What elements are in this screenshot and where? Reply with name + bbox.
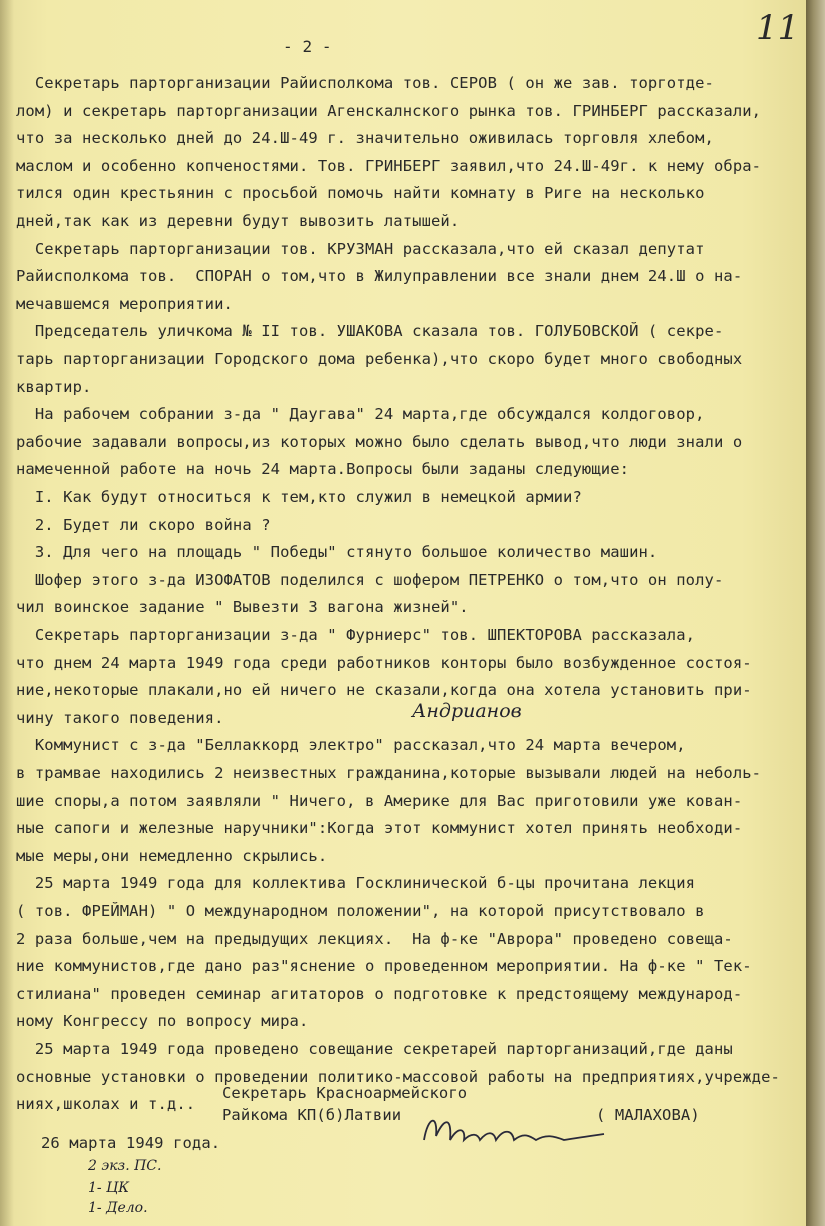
document-line: I. Как будут относиться к тем,кто служил в немецкой армии? xyxy=(16,488,582,506)
document-line: мые меры,они немедленно скрылись. xyxy=(16,846,328,865)
document-line: 2. Будет ли скоро война ? xyxy=(16,515,271,534)
document-line: в трамвае находились 2 неизвестных гражданина,которые вызывали людей на неболь- xyxy=(16,764,762,782)
document-line: 25 марта 1949 года для коллектива Госклинической б-цы прочитана лекция xyxy=(16,874,696,893)
document-line: Райисполкома тов. СПОРАН о том,что в Жилуправлении все знали днем 24.Ш о на- xyxy=(16,267,743,286)
signature-title-line2: Райкома КП(б)Латвии xyxy=(222,1106,402,1124)
document-line: Секретарь парторганизации Райисполкома тов. СЕРОВ ( он же зав. торготде- xyxy=(16,74,714,92)
document-line: ному Конгрессу по вопросу мира. xyxy=(16,1012,309,1031)
document-line: стилиана" проведен семинар агитаторов о подготовке к предстоящему международ- xyxy=(16,984,743,1003)
document-line: намеченной работе на ночь 24 марта.Вопросы были заданы следующие: xyxy=(16,460,630,479)
document-line: дней,так как из деревни будут вывозить латышей. xyxy=(16,212,460,230)
document-line: Председатель уличкома № II тов. УШАКОВА сказала тов. ГОЛУБОВСКОЙ ( секре- xyxy=(16,322,724,341)
document-line: Секретарь парторганизации тов. КРУЗМАН рассказала,что ей сказал депутат xyxy=(16,239,705,258)
document-line: рабочие задавали вопросы,из которых можно было сделать вывод,что люди знали о xyxy=(16,432,743,451)
document-line: что днем 24 марта 1949 года среди работников конторы было возбужденное состоя- xyxy=(16,653,752,672)
document-line: тарь парторганизации Городского дома ребенка),что скоро будет много свободных xyxy=(16,350,743,368)
document-line: 25 марта 1949 года проведено совещание секретарей парторганизаций,где даны xyxy=(16,1040,733,1058)
document-line: тился один крестьянин с просьбой помочь найти комнату в Риге на несколько xyxy=(16,184,705,203)
signatory-name: ( МАЛАХОВА) xyxy=(596,1106,700,1124)
distribution-line-2: 1- ЦК xyxy=(88,1180,130,1196)
document-line: лом) и секретарь парторганизации Агенскалнского рынка тов. ГРИНБЕРГ рассказали, xyxy=(16,101,762,120)
document-date: 26 марта 1949 года. xyxy=(41,1134,221,1152)
document-line: 2 раза больше,чем на предыдущих лекциях. На ф-ке "Аврора" проведено совеща- xyxy=(16,929,733,948)
page-edge xyxy=(806,0,825,1226)
distribution-line-1: 2 экз. ПС. xyxy=(88,1158,162,1174)
document-line: чил воинское задание " Вывезти 3 вагона жизней". xyxy=(16,598,469,617)
document-line: 3. Для чего на площадь " Победы" стянуто большое количество машин. xyxy=(16,543,658,562)
document-line: что за несколько дней до 24.Ш-49 г. значительно оживилась торговля хлебом, xyxy=(16,129,714,148)
document-line: ниях,школах и т.д.. xyxy=(16,1095,196,1114)
signature-title-line1: Секретарь Красноармейского xyxy=(222,1084,468,1102)
document-line: ние коммунистов,где дано раз"яснение о проведенном мероприятии. На ф-ке " Тек- xyxy=(16,957,752,976)
handwritten-insert: Андрианов xyxy=(412,700,522,722)
document-line: ние,некоторые плакали,но ей ничего не сказали,когда она хотела установить при- xyxy=(16,681,752,700)
document-line: маслом и особенно копченостями. Тов. ГРИНБЕРГ заявил,что 24.Ш-49г. к нему обра- xyxy=(16,156,762,175)
document-line: чину такого поведения. xyxy=(16,708,224,727)
document-line: квартир. xyxy=(16,377,92,396)
document-line: мечавшемся мероприятии. xyxy=(16,294,233,313)
folio-number: 11 xyxy=(756,8,800,48)
document-line: ( тов. ФРЕЙМАН) " О международном положении", на которой присутствовало в xyxy=(16,902,705,920)
document-line: Секретарь парторганизации з-да " Фурниерс" тов. ШПЕКТОРОВА рассказала, xyxy=(16,626,696,644)
handwritten-signature xyxy=(414,1106,614,1156)
document-line: основные установки о проведении политико-массовой работы на предприятиях,учрежде- xyxy=(16,1067,780,1086)
document-line: шие споры,а потом заявляли " Ничего, в Америке для Вас приготовили уже кован- xyxy=(16,791,743,810)
page-shadow xyxy=(0,0,14,1226)
document-line: ные сапоги и железные наручники":Когда этот коммунист хотел принять необходи- xyxy=(16,819,743,838)
document-line: Шофер этого з-да ИЗОФАТОВ поделился с шофером ПЕТРЕНКО о том,что он полу- xyxy=(16,570,724,589)
page-number: - 2 - xyxy=(283,37,332,56)
document-line: Коммунист с з-да "Беллаккорд электро" рассказал,что 24 марта вечером, xyxy=(16,736,686,755)
distribution-line-3: 1- Дело. xyxy=(88,1200,148,1216)
document-line: На рабочем собрании з-да " Даугава" 24 марта,где обсуждался колдоговор, xyxy=(16,405,705,424)
